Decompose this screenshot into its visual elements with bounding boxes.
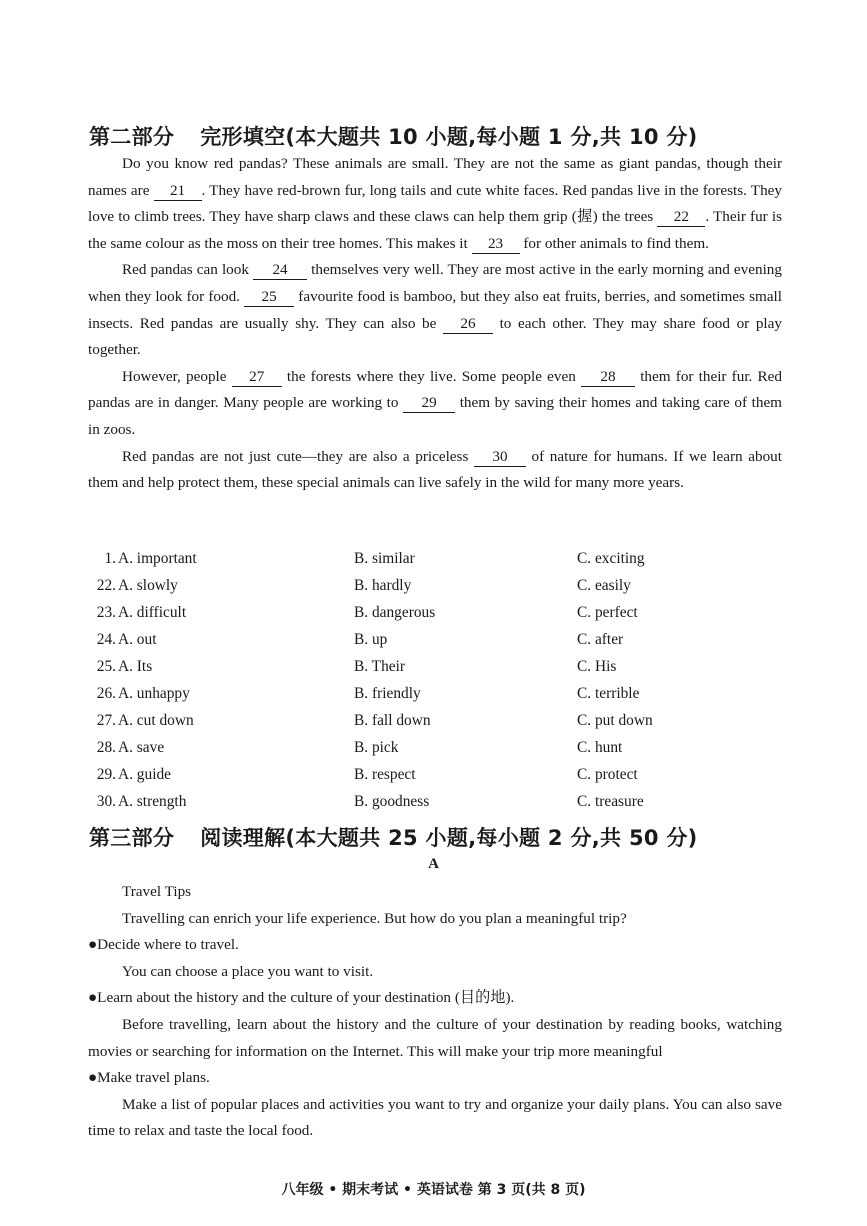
option-a: A. out: [118, 631, 157, 648]
blank-28: 28: [581, 368, 635, 387]
cloze-text: of nature for humans. If we learn about them and help protect them, these special animals can live safely in the wild for many more years.: [88, 447, 782, 492]
option-b: B. fall down: [354, 712, 431, 729]
cloze-paragraph-2: [88, 257, 782, 363]
cloze-text: the forests where they live. Some people even: [281, 367, 582, 385]
blank-23: 23: [472, 235, 520, 254]
cloze-text: Red pandas are not just cute—they are also a priceless: [122, 447, 474, 465]
blank-30: 30: [474, 448, 526, 467]
cloze-text: . Their fur is the same colour as the moss on their tree homes. This makes it: [88, 208, 782, 252]
option-row-21: [88, 550, 788, 577]
cloze-text: . They have red-brown fur, long tails and cute white faces. Red pandas live in the forests. They love to climb trees. They have sharp claws and these claws can help them grip (握) the trees: [88, 181, 783, 226]
cloze-text: Do you know red pandas? These animals are small. They are not the same as giant pandas, though their names are: [88, 155, 782, 199]
part2-title: 第二部分: [89, 125, 175, 149]
question-number: 28.: [96, 739, 116, 756]
blank-29: 29: [403, 394, 455, 413]
question-number: 22.: [96, 577, 116, 594]
option-row-30: [88, 793, 788, 820]
tip-2-heading: ●Learn about the history and the culture of your destination (目的地).: [88, 989, 515, 1007]
part2-heading: [89, 121, 698, 151]
option-b: B. respect: [354, 766, 416, 783]
option-row-22: [88, 577, 788, 604]
option-b: B. up: [354, 631, 388, 648]
part3-heading: [89, 822, 698, 852]
cloze-paragraph-1: [88, 151, 782, 257]
option-c: C. treasure: [577, 793, 644, 810]
cloze-paragraph-4: [88, 444, 782, 497]
option-b: B. dangerous: [354, 604, 436, 621]
option-a: A. cut down: [118, 712, 194, 729]
question-number: 25.: [96, 658, 116, 675]
blank-26: 26: [443, 315, 493, 334]
option-c: C. perfect: [577, 604, 638, 621]
cloze-text: them for their fur. Red pandas are in danger. Many people are working to: [88, 367, 782, 412]
blank-25: 25: [244, 288, 294, 307]
option-row-27: [88, 712, 788, 739]
option-b: B. hardly: [354, 577, 412, 594]
cloze-text: However, people: [122, 367, 232, 385]
option-a: A. slowly: [118, 577, 178, 594]
question-number: 26.: [96, 685, 116, 702]
tip-1-text: You can choose a place you want to visit.: [122, 962, 374, 980]
passage-letter: A: [428, 856, 439, 872]
cloze-passage: [88, 151, 782, 497]
tip-2-text: Before travelling, learn about the history and the culture of your destination by reading books, watching movies or searching for information on the Internet. This will make your trip more meaningful: [88, 1015, 782, 1060]
reading-title: Travel Tips: [122, 883, 192, 900]
option-a: A. Its: [118, 658, 153, 675]
tip-1-heading: ●Decide where to travel.: [88, 936, 239, 954]
option-a: A. difficult: [118, 604, 187, 621]
option-row-28: [88, 739, 788, 766]
option-a: A. save: [118, 739, 165, 756]
question-number: 30.: [96, 793, 116, 810]
option-c: C. protect: [577, 766, 638, 783]
option-c: C. terrible: [577, 685, 640, 702]
blank-21: 21: [154, 182, 202, 201]
blank-27: 27: [232, 368, 282, 387]
option-row-23: [88, 604, 788, 631]
cloze-paragraph-3: [88, 364, 782, 444]
option-a: A. important: [118, 550, 197, 567]
option-b: B. similar: [354, 550, 415, 567]
option-b: B. friendly: [354, 685, 421, 702]
tip-3-heading: ●Make travel plans.: [88, 1069, 210, 1087]
cloze-text: themselves very well. They are most active in the early morning and evening when they look for food.: [88, 261, 782, 305]
page-footer: 八年级 • 期末考试 • 英语试卷 第 3 页(共 8 页): [281, 1182, 586, 1198]
question-number: 29.: [96, 766, 116, 783]
option-b: B. pick: [354, 739, 399, 756]
question-number: 24.: [96, 631, 116, 648]
option-row-25: [88, 658, 788, 685]
option-c: C. after: [577, 631, 624, 648]
tip-3-text: Make a list of popular places and activities you want to try and organize your daily plans. You can also save time to relax and taste the local food.: [88, 1095, 782, 1140]
cloze-text: favourite food is bamboo, but they also eat fruits, berries, and sometimes small insects. Red pandas are usually shy. They can also be: [88, 287, 782, 332]
reading-intro: Travelling can enrich your life experience. But how do you plan a meaningful trip?: [122, 909, 627, 927]
part3-title: 第三部分: [89, 826, 175, 850]
option-c: C. easily: [577, 577, 631, 594]
cloze-text: for other animals to find them.: [519, 234, 709, 252]
option-row-24: [88, 631, 788, 658]
option-c: C. exciting: [577, 550, 645, 567]
option-c: C. His: [577, 658, 617, 675]
question-number: 23.: [96, 604, 116, 621]
option-row-29: [88, 766, 788, 793]
option-a: A. strength: [118, 793, 187, 810]
question-number: 1.: [104, 550, 116, 567]
cloze-text: to each other. They may share food or play together.: [88, 314, 782, 359]
option-row-26: [88, 685, 788, 712]
option-a: A. unhappy: [118, 685, 190, 702]
cloze-options: [88, 550, 788, 820]
option-a: A. guide: [118, 766, 172, 783]
option-c: C. hunt: [577, 739, 623, 756]
part3-subtitle: 阅读理解(本大题共 25 小题,每小题 2 分,共 50 分): [200, 826, 698, 850]
blank-24: 24: [253, 261, 307, 280]
part2-subtitle: 完形填空(本大题共 10 小题,每小题 1 分,共 10 分): [200, 125, 698, 149]
option-b: B. goodness: [354, 793, 430, 810]
blank-22: 22: [657, 208, 705, 227]
reading-passage-a: [88, 879, 782, 1145]
cloze-text: Red pandas can look: [122, 261, 254, 279]
option-b: B. Their: [354, 658, 406, 675]
question-number: 27.: [96, 712, 116, 729]
option-c: C. put down: [577, 712, 653, 729]
cloze-text: them by saving their homes and taking care of them in zoos.: [88, 394, 782, 438]
